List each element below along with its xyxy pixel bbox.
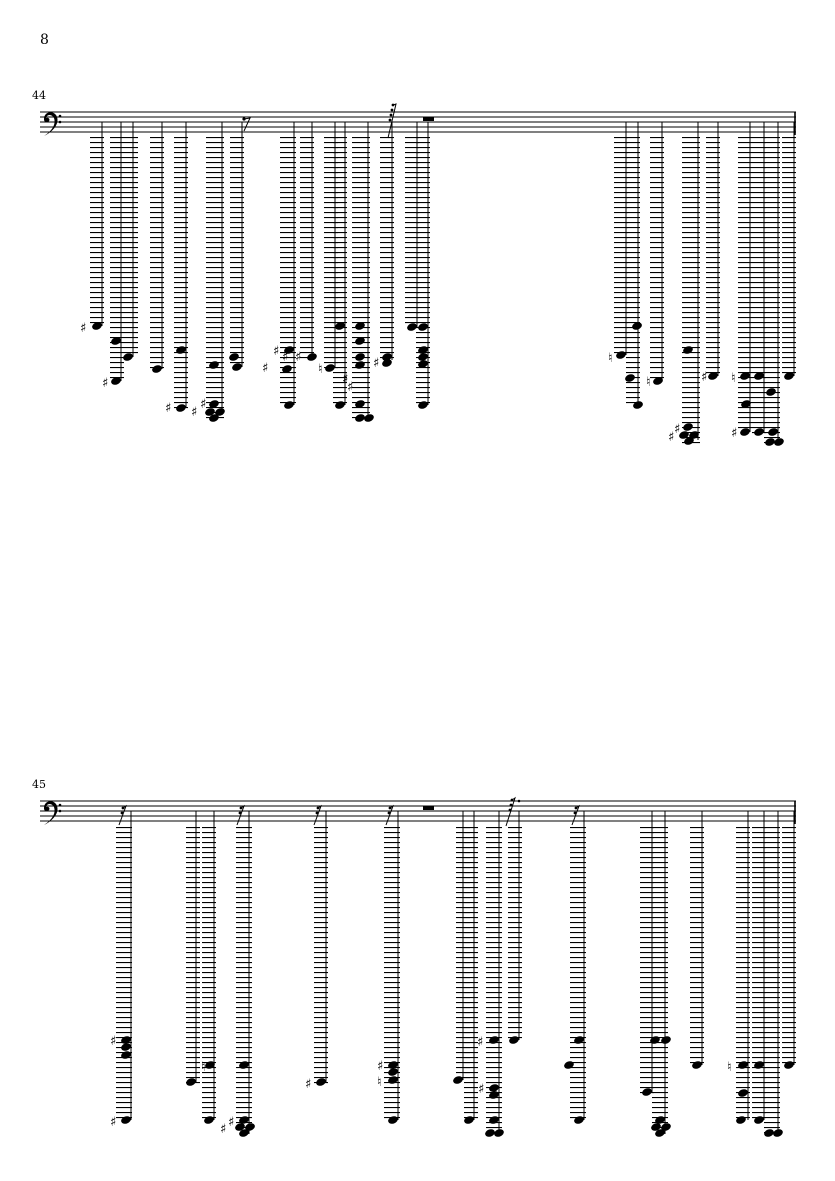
sixteenth-rest — [314, 806, 321, 825]
svg-text:♯: ♯ — [102, 376, 109, 391]
sixteenth-rest — [572, 806, 579, 825]
svg-text:♯: ♯ — [373, 356, 380, 371]
svg-text:♯: ♯ — [668, 430, 675, 445]
staff-lines — [40, 112, 796, 132]
rests — [242, 104, 434, 138]
svg-text:♯: ♯ — [220, 1122, 227, 1137]
svg-text:♯: ♯ — [305, 1077, 312, 1092]
svg-text:♮: ♮ — [646, 375, 651, 390]
sixteenth-rest — [119, 806, 126, 825]
svg-text:♯: ♯ — [110, 1034, 117, 1049]
rests — [119, 798, 579, 826]
whole-rest — [423, 117, 434, 121]
svg-text:♯: ♯ — [342, 372, 349, 387]
svg-text:♯: ♯ — [273, 344, 280, 359]
svg-text:♯: ♯ — [477, 1035, 484, 1050]
staff-system-2 — [40, 798, 796, 1138]
svg-text:♯: ♯ — [110, 1115, 117, 1130]
page-number: 8 — [40, 32, 49, 48]
svg-text:♮: ♮ — [377, 1075, 382, 1090]
svg-text:♯: ♯ — [731, 426, 738, 441]
svg-text:♮: ♮ — [608, 351, 613, 366]
svg-text:♮: ♮ — [727, 1060, 732, 1075]
measure-number-44: 44 — [32, 89, 46, 102]
svg-text:♯: ♯ — [347, 380, 354, 395]
svg-text:♯: ♯ — [200, 397, 207, 412]
dotted-thirty-second-rest — [506, 798, 520, 826]
svg-text:♯: ♯ — [282, 350, 289, 365]
svg-text:♯: ♯ — [191, 405, 198, 420]
sixteenth-rest — [386, 806, 393, 825]
svg-text:♯: ♯ — [295, 350, 302, 365]
svg-text:♯: ♯ — [478, 1082, 485, 1097]
svg-text:♮: ♮ — [318, 362, 323, 377]
staff-lines — [40, 801, 796, 821]
sixteenth-rest — [237, 806, 244, 825]
measure-number-45: 45 — [32, 778, 46, 791]
svg-text:♯: ♯ — [701, 370, 708, 385]
svg-text:♮: ♮ — [731, 371, 736, 386]
svg-text:♯: ♯ — [80, 321, 87, 336]
ledger-ladders — [116, 826, 796, 1133]
svg-text:♮: ♮ — [201, 1060, 206, 1075]
svg-text:♯: ♯ — [377, 1059, 384, 1074]
svg-text:♯: ♯ — [262, 361, 269, 376]
eighth-rest — [242, 117, 250, 131]
svg-text:♯: ♯ — [228, 1115, 235, 1130]
ledger-ladders — [90, 137, 796, 444]
whole-rest — [423, 806, 434, 810]
svg-text:♯: ♯ — [674, 422, 681, 437]
svg-text:♯: ♯ — [165, 401, 172, 416]
staff-system-1 — [40, 104, 796, 447]
